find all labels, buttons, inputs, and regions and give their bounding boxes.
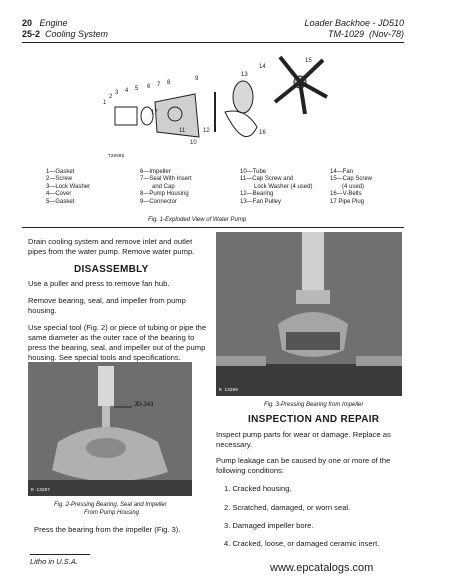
- condition-item-2: 2. Scratched, damaged, or worn seal.: [224, 503, 351, 512]
- callout-9: 9: [195, 76, 199, 82]
- disassembly-step-3: Use special tool (Fig. 2) or piece of tubing or pipe the same diameter as the outer race of the bearing to press the bearing, seal, and impeller out of the pump housing. See special tools and specifications.: [28, 323, 207, 362]
- disassembly-step-1: Use a puller and press to remove fan hub.: [28, 279, 170, 288]
- legend-entry: 8—Pump Housing: [140, 191, 189, 198]
- inspection-heading: INSPECTION AND REPAIR: [248, 414, 380, 425]
- callout-3: 3: [115, 90, 119, 96]
- figure3-code: R 13208: [219, 388, 238, 393]
- legend-entry: 12—Bearing: [240, 191, 274, 198]
- callout-16: 16: [259, 130, 266, 136]
- v-belts-part: [225, 111, 257, 137]
- inspection-paragraph-2: Pump leakage can be caused by one or more of the following conditions:: [216, 456, 391, 475]
- callout-17: 17: [151, 110, 158, 116]
- legend-entry: 10—Tube: [240, 169, 267, 175]
- legend-entry: 16—V-Belts: [330, 191, 362, 198]
- legend-column-2: [140, 169, 192, 206]
- machine-title: Loader Backhoe - JD510: [304, 18, 404, 28]
- legend-entry: 15—Cap Screw: [330, 176, 373, 183]
- legend-entry: 6—Impeller: [140, 169, 171, 175]
- exploded-view-diagram: [95, 52, 335, 164]
- figure3-photo: [216, 232, 402, 396]
- legend-entry: 3—Lock Washer: [46, 183, 91, 190]
- disassembly-step-2: Remove bearing, seal, and impeller from pump housing.: [28, 296, 186, 315]
- legend-column-3: [240, 169, 312, 206]
- legend-entry: 9—Connector: [140, 198, 178, 205]
- legend-entry: 13—Fan Pulley: [240, 198, 282, 205]
- press-instruction: Press the bearing from the impeller (Fig. 3).: [34, 525, 181, 534]
- watermark-url[interactable]: www.epcatalogs.com: [270, 562, 374, 574]
- callout-13: 13: [241, 72, 248, 78]
- figure1-code: T29505: [108, 154, 125, 159]
- figure2-caption-line1: Fig. 2-Pressing Bearing, Seal and Impeller: [54, 502, 167, 508]
- intro-paragraph: Drain cooling system and remove inlet and outlet pipes from the water pump. Remove water pump.: [28, 237, 195, 256]
- litho-note: Litho in U.S.A.: [30, 557, 78, 566]
- legend-entry: 11—Cap Screw and: [240, 176, 294, 183]
- callout-10: 10: [190, 140, 197, 146]
- callout-14: 14: [259, 64, 266, 70]
- condition-item-1: 1. Cracked housing.: [224, 484, 292, 493]
- header-rule: [22, 42, 404, 43]
- page-header-right: [304, 18, 404, 40]
- inspection-paragraph-1: Inspect pump parts for wear or damage. Replace as necessary.: [216, 430, 391, 449]
- legend-entry: 5—Gasket: [46, 198, 75, 205]
- manual-number: TM-1029: [327, 29, 364, 39]
- callout-2: 2: [109, 94, 113, 100]
- figure2-caption-line2: From Pump Housing: [84, 510, 140, 516]
- legend-entry: 7—Seal With Insert: [140, 176, 192, 183]
- legend-entry: 1—Gasket: [46, 169, 75, 175]
- legend-entry: 2—Screw: [46, 176, 73, 183]
- figure3-caption: Fig. 3-Pressing Bearing from Impeller: [264, 402, 364, 408]
- footer-rule: [30, 554, 90, 555]
- disassembly-heading: DISASSEMBLY: [74, 264, 149, 275]
- callout-11: 11: [179, 128, 186, 134]
- figure2-illustration: [28, 362, 192, 496]
- legend-entry: (4 used): [342, 183, 365, 190]
- press-ram: [302, 232, 324, 292]
- legend-entry: and Cap: [152, 183, 175, 190]
- callout-5: 5: [135, 86, 139, 92]
- legend-entry: 17 Pipe Plug: [330, 198, 365, 205]
- special-tool: [98, 366, 114, 406]
- callout-4: 4: [125, 88, 129, 94]
- callout-8: 8: [167, 80, 171, 86]
- legend-entry: Lock Washer (4 used): [254, 183, 313, 190]
- fan-pulley-part: [233, 81, 253, 113]
- figure2-code: R 13207: [31, 488, 50, 493]
- press-base: [216, 364, 402, 396]
- subsection-title: Cooling System: [45, 29, 109, 39]
- legend-entry: 14—Fan: [330, 169, 354, 175]
- page-number: 20: [22, 18, 33, 28]
- legend-column-1: [46, 169, 90, 206]
- figure3-illustration: [216, 232, 402, 396]
- figure1-caption: Fig. 1-Exploded View of Water Pump: [148, 217, 247, 223]
- condition-item-3: 3. Damaged impeller bore.: [224, 521, 314, 530]
- callout-6: 6: [147, 84, 151, 90]
- fan-blades-part: [275, 57, 327, 114]
- pump-housing-part: [155, 94, 199, 137]
- callout-15: 15: [305, 58, 312, 64]
- callout-12: 12: [203, 128, 210, 134]
- page-header-left: [22, 18, 108, 40]
- callout-1: 1: [103, 100, 107, 106]
- legend-column-4: [330, 169, 372, 206]
- manual-date: (Nov-78): [368, 29, 404, 39]
- figure2-photo: [28, 362, 192, 496]
- section-title: Engine: [39, 18, 68, 28]
- figure1-rule: [22, 227, 404, 228]
- callout-7: 7: [157, 82, 161, 88]
- subpage-number: 25-2: [22, 29, 41, 39]
- tool-label: JD-243: [134, 402, 154, 408]
- legend-entry: 4—Cover: [46, 191, 72, 198]
- condition-item-4: 4. Cracked, loose, or damaged ceramic insert.: [224, 539, 380, 548]
- pump-cover-part: [115, 107, 137, 125]
